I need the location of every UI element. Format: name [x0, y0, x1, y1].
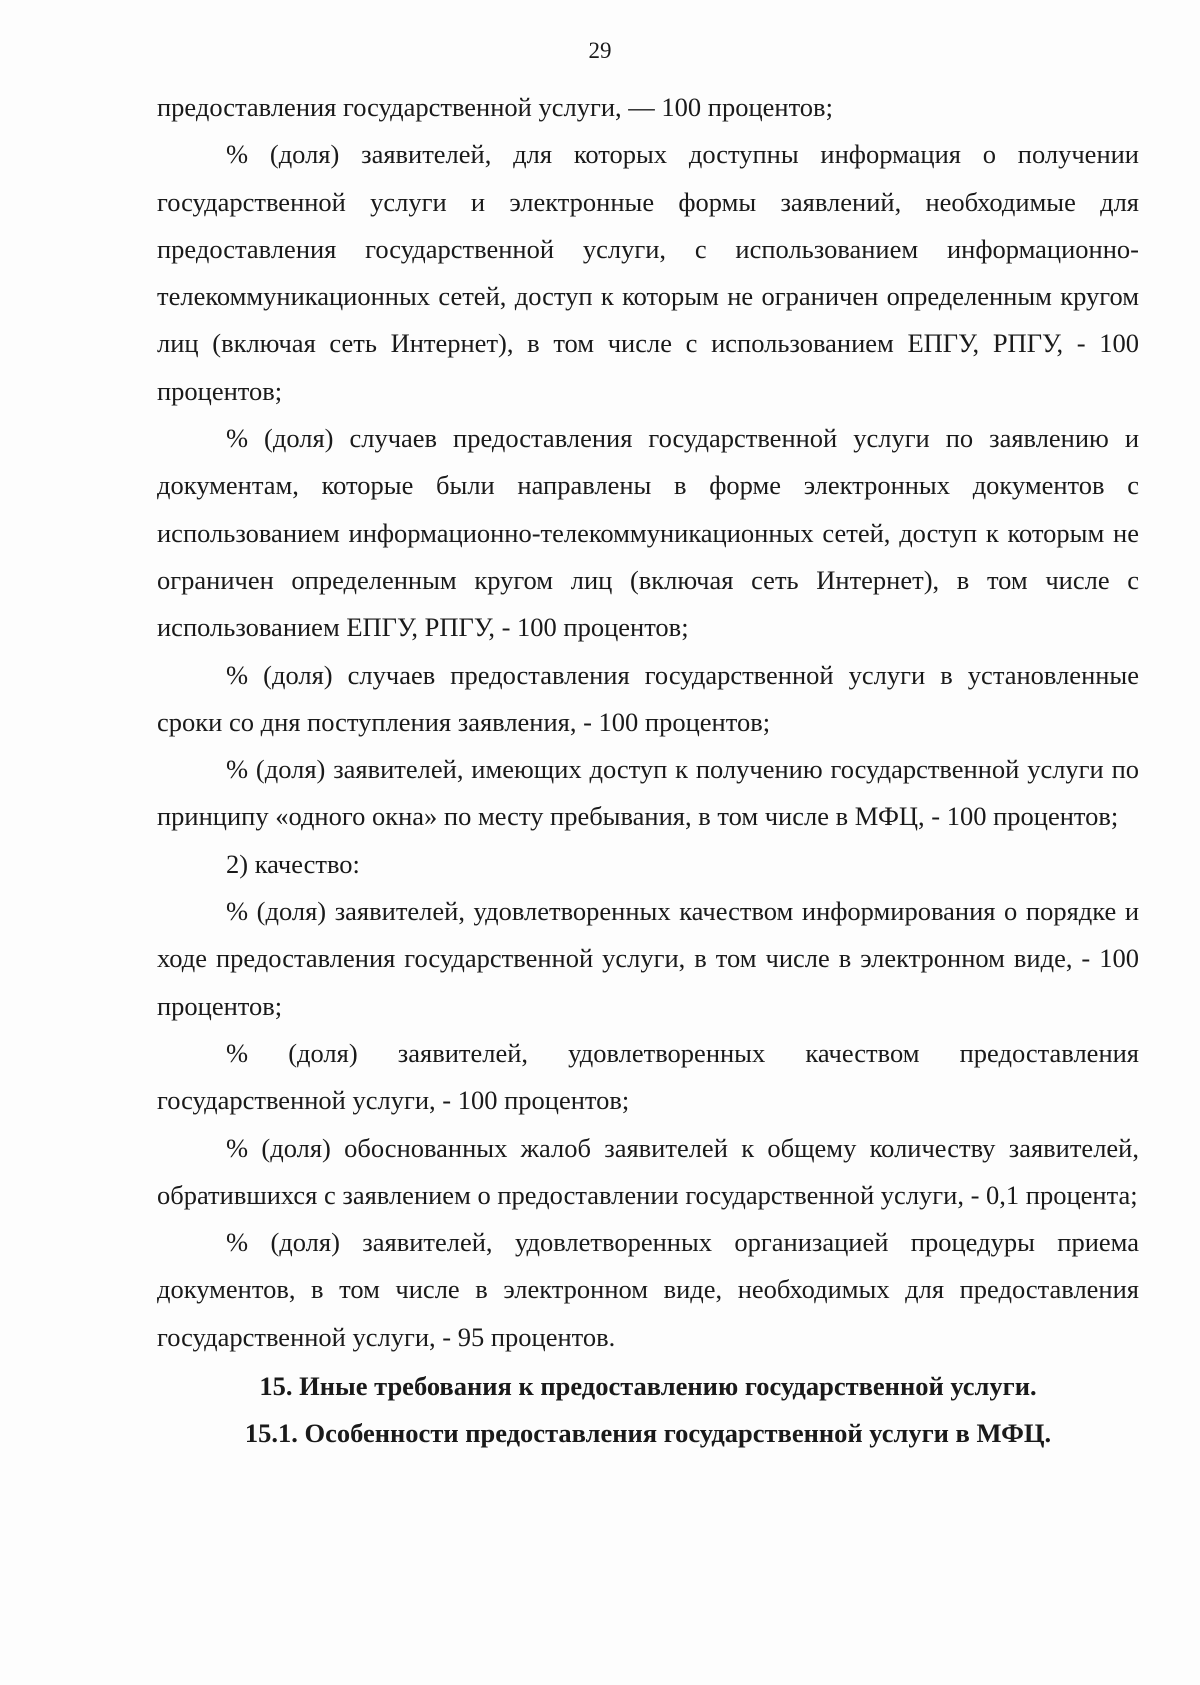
paragraph: % (доля) случаев предоставления государственной услуги в установленные сроки со дня поступления заявления, - 100 процентов; [157, 659, 1139, 737]
paragraph: % (доля) заявителей, удовлетворенных организацией процедуры приема документов, в том числе в электронном виде, необходимых для предоставления государственной услуги, - 95 процентов. [157, 1227, 1139, 1352]
paragraph: % (доля) заявителей, для которых доступны информация о получении государственной услуги и электронные формы заявлений, необходимые для предоставления государственной услуги, с использованием информационно-телекоммуникационных сетей, доступ к которым не ограничен определенным кругом лиц (включая сеть Интернет), в том числе с использованием ЕПГУ, РПГУ, - 100 процентов; [157, 139, 1139, 406]
paragraph: % (доля) заявителей, удовлетворенных качеством информирования о порядке и ходе предоставления государственной услуги, в том числе в электронном виде, - 100 процентов; [157, 896, 1139, 1021]
paragraph: предоставления государственной услуги, — 100 процентов; [157, 92, 833, 122]
paragraph: % (доля) заявителей, имеющих доступ к получению государственной услуги по принципу «одного окна» по месту пребывания, в том числе в МФЦ, - 100 процентов; [157, 754, 1139, 832]
paragraph: 2) качество: [226, 848, 360, 879]
paragraph: % (доля) заявителей, удовлетворенных качеством предоставления государственной услуги, - 100 процентов; [157, 1037, 1139, 1116]
page-number: 29 [588, 38, 612, 63]
subsection-heading: 15.1. Особенности предоставления государственной услуги в МФЦ. [244, 1418, 1052, 1449]
document-body [157, 84, 1139, 1458]
paragraph: % (доля) обоснованных жалоб заявителей к общему количеству заявителей, обратившихся с заявлением о предоставлении государственной услуги, - 0,1 процента; [157, 1132, 1139, 1210]
section-heading: 15. Иные требования к предоставлению государственной услуги. [259, 1371, 1037, 1402]
paragraph: % (доля) случаев предоставления государственной услуги по заявлению и документам, которые были направлены в форме электронных документов с использованием информационно-телекоммуникационных сетей, доступ к которым не ограничен определенным кругом лиц (включая сеть Интернет), в том числе с использованием ЕПГУ, РПГУ, - 100 процентов; [157, 423, 1139, 643]
